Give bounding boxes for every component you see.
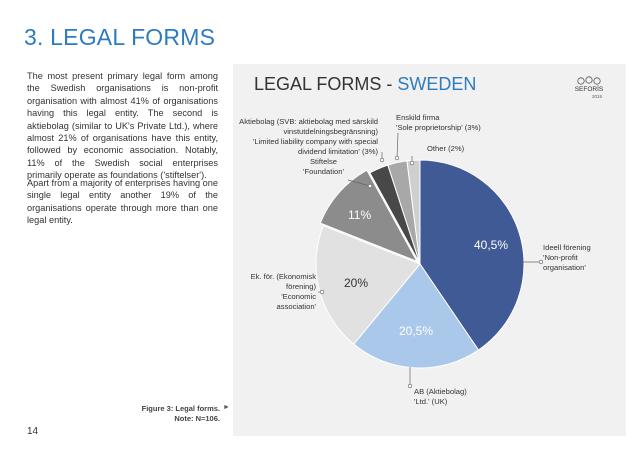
slice-label-svb: Aktiebolag (SVB: aktiebolag med särskild vinstutdelningsbegränsning) 'Limited liability company with special dividend limitation' (3%) — [239, 117, 378, 156]
body-paragraph-2: Apart from a majority of enterprises having one single legal entity another 19% of the organisations operate through more than one legal entity. — [27, 178, 218, 226]
slice-label-other: Other (2%) — [427, 144, 465, 153]
leader-line-enskild — [397, 133, 398, 158]
leader-dot-other — [410, 161, 414, 165]
slice-value-ideell: 40,5% — [474, 238, 509, 252]
leader-dot-ab — [408, 384, 412, 388]
chart-title-text: LEGAL FORMS - — [254, 74, 398, 94]
caption-arrow-icon: ► — [223, 404, 230, 411]
logo-year: 2015 — [591, 94, 603, 99]
leader-dot-svb — [380, 158, 384, 162]
page-heading: 3. LEGAL FORMS — [24, 24, 216, 50]
logo-text: SEFORÏS — [574, 86, 604, 93]
slice-value-ab: 20,5% — [399, 324, 434, 338]
leader-dot-stiftelse — [368, 184, 372, 188]
page-number: 14 — [27, 426, 39, 437]
slice-label-ekfor: Ek. för. (Ekonomisk förening) 'Economic association' — [250, 272, 316, 311]
slice-label-enskild: Enskild firma 'Sole proprietorship' (3%) — [396, 113, 481, 132]
body-paragraph-1: The most present primary legal form among the Swedish organisations is non-profit organisation with almost 41% of organisations having this legal entity. The second is aktiebolag (similar to UK's Private Ltd.), where almost 21% of organisations have this entity, followed by economic association. Notably, 11% of the Swedish social enterprises primarily operate as foundations ('stiftelser'). — [27, 71, 218, 181]
leader-dot-ekfor — [320, 290, 324, 294]
slice-label-stiftelse: Stiftelse 'Foundation' — [303, 157, 344, 176]
slice-label-ideell: Ideell förening 'Non-profit organisation' — [543, 243, 591, 272]
slice-label-ab: AB (Aktiebolag) 'Ltd.' (UK) — [414, 387, 467, 406]
figure-note: Note: N=106. — [174, 414, 220, 423]
slice-value-ekfor: 20% — [344, 276, 369, 290]
leader-dot-enskild — [395, 156, 399, 160]
figure-caption: Figure 3: Legal forms. — [141, 404, 220, 413]
slice-value-stiftelse: 11% — [348, 208, 372, 222]
chart-title-accent: SWEDEN — [397, 74, 477, 94]
